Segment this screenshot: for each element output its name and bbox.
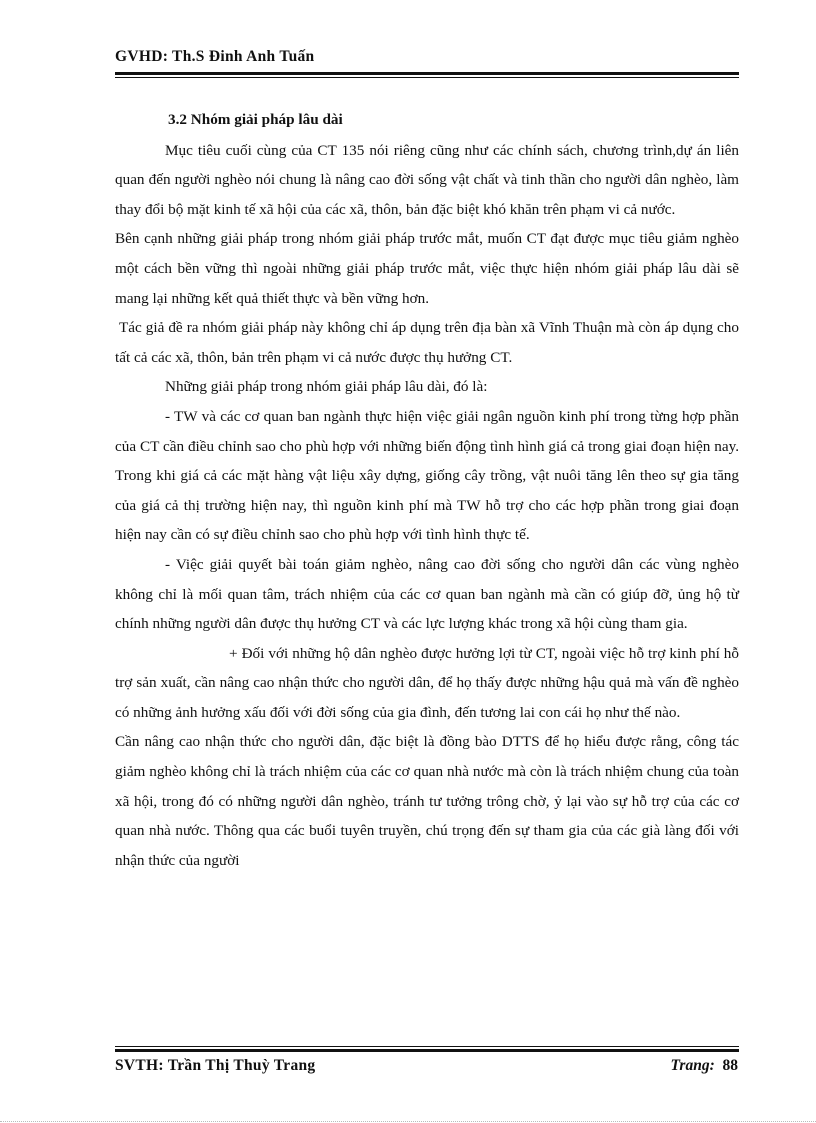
- section-title: 3.2 Nhóm giải pháp lâu dài: [168, 111, 343, 128]
- page-indicator: [671, 1057, 738, 1075]
- paragraph: Những giải pháp trong nhóm giải pháp lâu dài, đó là:: [165, 378, 488, 396]
- list-item: - TW và các cơ quan ban ngành thực hiện việc giải ngân nguồn kinh phí trong từng hợp phần của CT cần điều chỉnh sao cho phù hợp với những biến động tình hình giá cả trong giai đoạn hiện nay. Trong khi giá cả các mặt hàng vật liệu xây dựng, giống cây trồng, vật nuôi tăng lên theo sự gia tăng của giá cả thị trường hiện nay, thì nguồn kinh phí mà TW hỗ trợ cho các hợp phần trong giai đoạn hiện nay cần có sự điều chỉnh sao cho phù hợp với tình hình thực tế.: [115, 407, 739, 544]
- list-item: - Việc giải quyết bài toán giảm nghèo, nâng cao đời sống cho người dân các vùng nghèo không chỉ là mối quan tâm, trách nhiệm của các cơ quan ban ngành mà cần có giúp đỡ, ủng hộ từ chính những người dân được thụ hưởng CT và các lực lượng khác trong xã hội cùng tham gia.: [115, 555, 739, 633]
- supervisor-label: GVHD: Th.S Đinh Anh Tuấn: [115, 48, 315, 65]
- page-label: Trang:: [670, 1057, 715, 1074]
- paragraph: Cần nâng cao nhận thức cho người dân, đặc biệt là đồng bào DTTS để họ hiểu được rằng, công tác giảm nghèo không chỉ là trách nhiệm của các cơ quan nhà nước mà còn là trách nhiệm chung của toàn xã hội, trong đó có những người dân nghèo, tránh tư tưởng trông chờ, ỷ lại vào sự hỗ trợ của các cơ quan nhà nước. Thông qua các buổi tuyên truyền, chú trọng đến sự tham gia của các già làng đối với nhận thức của người: [115, 733, 739, 869]
- page-number: 88: [722, 1057, 738, 1074]
- page-body: [115, 105, 739, 875]
- header-rule-thin: [115, 77, 739, 78]
- page-edge-divider: [0, 1121, 816, 1122]
- header-rule-thick: [115, 72, 739, 75]
- paragraph: Tác giả đề ra nhóm giải pháp này không chỉ áp dụng trên địa bàn xã Vĩnh Thuận mà còn áp dụng cho tất cả các xã, thôn, bản trên phạm vi cả nước được thụ hưởng CT.: [115, 319, 739, 366]
- footer-rule-thick: [115, 1049, 739, 1052]
- paragraph: Mục tiêu cuối cùng của CT 135 nói riêng cũng như các chính sách, chương trình,dự án liên quan đến người nghèo nói chung là nâng cao đời sống vật chất và tinh thần cho người dân nghèo, làm thay đổi bộ mặt kinh tế xã hội của các xã, thôn, bản đặc biệt khó khăn trên phạm vi cả nước.: [115, 141, 739, 218]
- list-item: + Đối với những hộ dân nghèo được hưởng lợi từ CT, ngoài việc hỗ trợ kinh phí hỗ trợ sản xuất, cần nâng cao nhận thức cho người dân, để họ thấy được những hậu quả mà vấn đề nghèo có những ảnh hưởng xấu đối với đời sống của gia đình, đến tương lai con cái họ như thế nào.: [115, 644, 739, 721]
- paragraph: Bên cạnh những giải pháp trong nhóm giải pháp trước mắt, muốn CT đạt được mục tiêu giảm nghèo một cách bền vững thì ngoài những giải pháp trước mắt, việc thực hiện nhóm giải pháp lâu dài sẽ mang lại những kết quả thiết thực và bền vững hơn.: [115, 230, 739, 307]
- student-label: SVTH: Trần Thị Thuỳ Trang: [115, 1057, 316, 1074]
- footer-rule-thin: [115, 1046, 739, 1047]
